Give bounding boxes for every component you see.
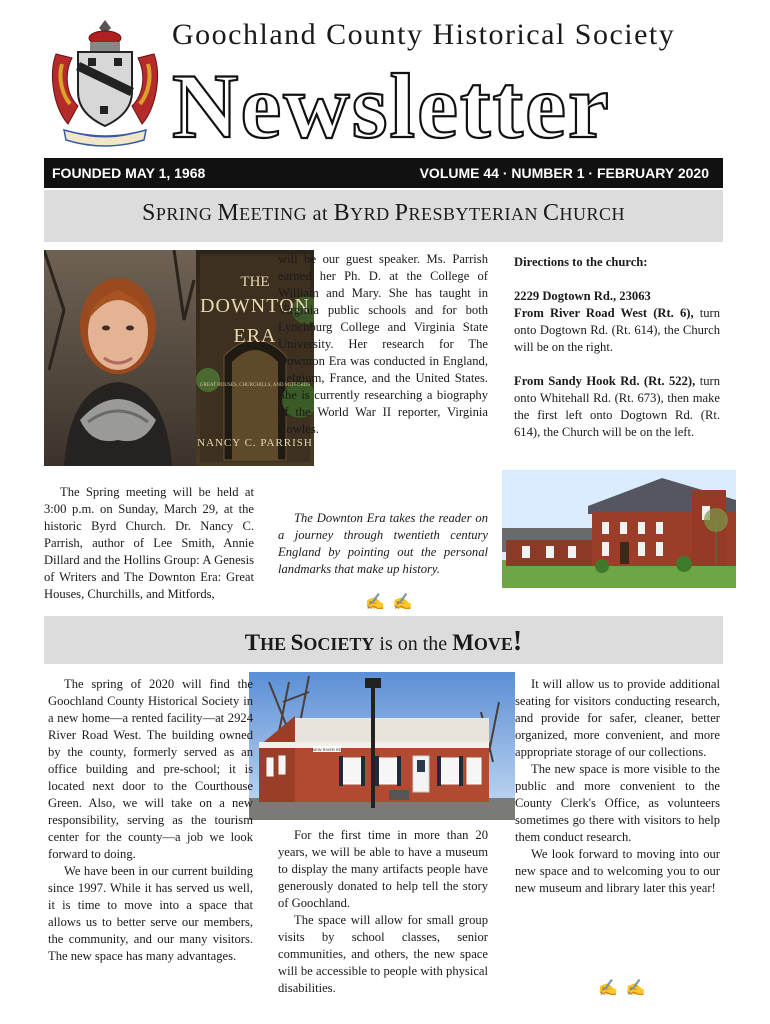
move-paragraph-2: We have been in our current building since 1997. While it has served us well, it is time to move into a space that allows us to better serve our members, the community, and our many visitors. The new space has many advantages. bbox=[48, 864, 253, 963]
new-building-photo bbox=[249, 672, 515, 820]
byrd-church-photo bbox=[502, 470, 736, 588]
volume-info: VOLUME 44 · NUMBER 1 · FEBRUARY 2020 bbox=[419, 165, 709, 181]
directions-heading: Directions to the church: bbox=[514, 255, 648, 269]
route-from-sandy-hook: From Sandy Hook Rd. (Rt. 522), turn onto Whitehall Rd. (Rt. 673), then make the first left onto Dogtown Rd. (Rt. 614), the Church will be on the left. bbox=[514, 374, 720, 439]
masthead-banner bbox=[44, 158, 723, 188]
move-announcement-column bbox=[48, 676, 253, 965]
directions-block bbox=[514, 254, 720, 441]
book-title-era: ERA bbox=[233, 325, 277, 347]
coat-of-arms-crest bbox=[48, 14, 162, 154]
newsletter-title: Newsletter bbox=[172, 55, 611, 157]
route-from-river-road: From River Road West (Rt. 6), turn onto Dogtown Rd. (Rt. 614), the Church will be on the right. bbox=[514, 306, 720, 354]
advantages-paragraph-3: We look forward to moving into our new space and to welcoming you to our new museum and library later this year! bbox=[515, 847, 720, 895]
section-headline: SPRING MEETING at BYRD PRESBYTERIAN CHURCH bbox=[141, 200, 626, 226]
book-title-the: THE bbox=[240, 274, 270, 290]
ornament-flourish: ✍ ✍ bbox=[365, 594, 415, 611]
section-headline: THE SOCIETY is on the MOVE! bbox=[244, 626, 523, 657]
move-paragraph-1: The spring of 2020 will find the Goochland County Historical Society in a new home—a rented facility—at 2924 River Road West. The building owned by the county, formerly served as an office building and pre-school; it is located next door to the Courthouse Green. Also, we will take on a new responsibility, serving as the tourism center for the county—a job we look forward to doing. bbox=[48, 677, 253, 861]
speaker-bio-text: will be our guest speaker. Ms. Parrish earned her Ph. D. at the College of William and Mary. She has taught in Virginia public schools and for both Lynchburg College and Virginia State University. Her research for The Downton Era was conducted in England, Belgium, France, and the United States. She is currently researching a biography of the World War II reporter, Virginia Cowles. bbox=[278, 252, 488, 436]
advantages-paragraph-2: The new space is more visible to the public and more convenient to the County Clerk's Office, as volunteers sometimes go there with visitors to help them conduct research. bbox=[515, 762, 720, 844]
museum-column bbox=[278, 827, 488, 997]
book-description-text: The Downton Era takes the reader on a journey through twentieth century England by pointing out the personal landmarks that make up history. bbox=[278, 511, 488, 576]
street-sign: NEW RIVER RD bbox=[312, 747, 342, 752]
book-subtitle: GREAT HOUSES, CHURCHILLS, AND MITFORDS bbox=[199, 383, 311, 388]
advantages-column bbox=[515, 676, 720, 897]
book-author: NANCY C. PARRISH bbox=[197, 437, 313, 449]
museum-paragraph-2: The space will allow for small group visits by school classes, senior communities, and others, the new space will be accessible to people with physical disabilities. bbox=[278, 913, 488, 995]
society-title: Goochland County Historical Society bbox=[172, 18, 676, 51]
section-header-spring-meeting bbox=[44, 190, 723, 242]
advantages-paragraph-1: It will allow us to provide additional seating for visitors conducting research, and provide for safer, cleaner, better organized, more convenient, and more appropriate storage of our collections. bbox=[515, 677, 720, 759]
book-title-downton: DOWNTON bbox=[200, 295, 310, 317]
founded-date: FOUNDED MAY 1, 1968 bbox=[52, 165, 206, 181]
spring-meeting-intro-text: The Spring meeting will be held at 3:00 p.m. on Sunday, March 29, at the historic Byrd Church. Dr. Nancy C. Parrish, author of Lee Smith, Annie Dillard and the Hollins Group: A Genesis of Writers and The Downton Era: Great Houses, Churchills, and Mitfords, bbox=[44, 485, 254, 601]
speaker-and-book-photo bbox=[44, 250, 314, 466]
ornament-flourish: ✍ ✍ bbox=[598, 980, 648, 997]
museum-paragraph-1: For the first time in more than 20 years, we will be able to have a museum to display the many artifacts people have generously donated to help tell the story of Goochland. bbox=[278, 828, 488, 910]
section-header-society-moving bbox=[44, 616, 723, 664]
church-address: 2229 Dogtown Rd., 23063 bbox=[514, 289, 651, 303]
